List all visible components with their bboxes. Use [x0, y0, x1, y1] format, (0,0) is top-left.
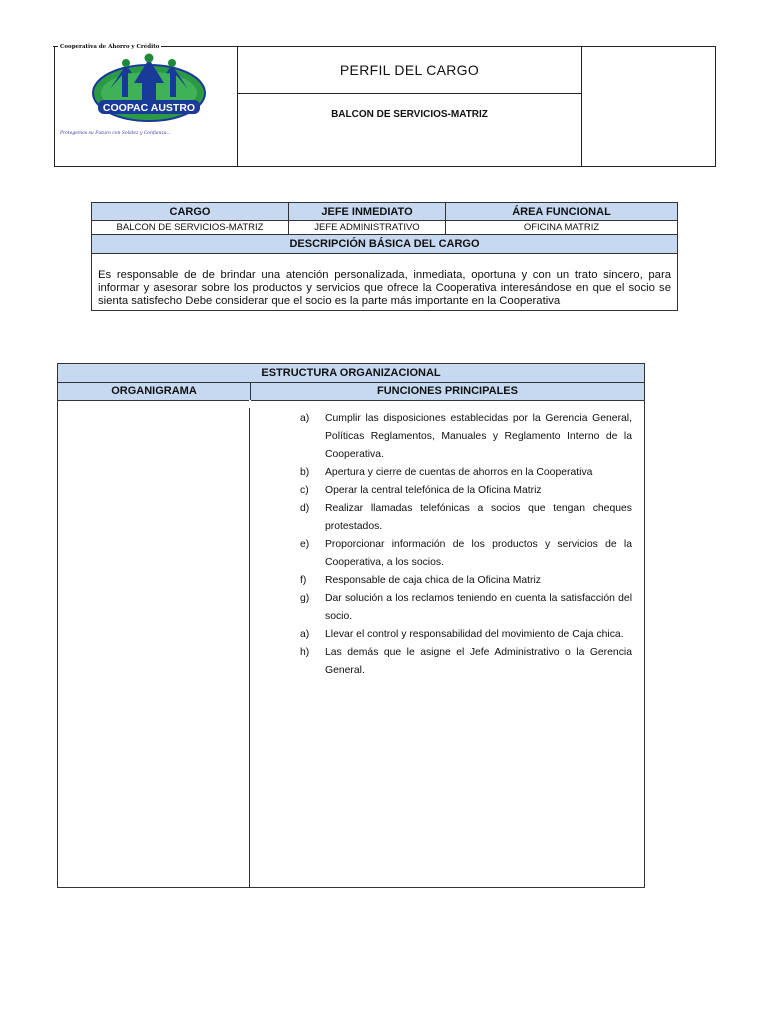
estructura-title: ESTRUCTURA ORGANIZACIONAL — [58, 364, 644, 383]
function-item — [300, 410, 632, 464]
col-area: ÁREA FUNCIONAL — [446, 203, 678, 221]
val-area: OFICINA MATRIZ — [446, 221, 678, 235]
org-top-label: Cooperativa de Ahorro y Crédito — [60, 44, 160, 50]
function-text: Operar la central telefónica de la Oficina Matriz — [325, 485, 542, 496]
function-item — [300, 626, 632, 644]
function-item — [300, 590, 632, 626]
function-text: Responsable de caja chica de la Oficina Matriz — [325, 575, 542, 586]
val-cargo: BALCON DE SERVICIOS-MATRIZ — [92, 221, 289, 235]
col-funciones: FUNCIONES PRINCIPALES — [377, 385, 518, 397]
page-title: PERFIL DEL CARGO — [238, 46, 582, 94]
function-marker: a) — [300, 629, 310, 640]
desc-text: Es responsable de de brindar una atención personalizada, inmediata, oportuna y con un trato sincero, para informar y asesorar sobre los productos y servicios que ofrece la Cooperativa interesándose en que el socio se sienta satisfecho Debe considerar que el socio es la parte más importante en la Cooperativa — [92, 254, 678, 311]
function-text: Proporcionar información de los productos y servicios de la Cooperativa, a los socios. — [325, 539, 632, 568]
col-jefe: JEFE INMEDIATO — [289, 203, 446, 221]
function-item — [300, 644, 632, 680]
header-left-border — [54, 46, 55, 167]
functions-list — [300, 410, 632, 680]
function-item — [300, 500, 632, 536]
function-marker: h) — [300, 647, 310, 658]
cargo-table — [91, 202, 678, 311]
function-marker: e) — [300, 539, 310, 550]
function-marker: a) — [300, 413, 310, 424]
col-cargo: CARGO — [92, 203, 289, 221]
function-marker: c) — [300, 485, 309, 496]
function-item — [300, 572, 632, 590]
desc-header: DESCRIPCIÓN BÁSICA DEL CARGO — [92, 235, 678, 254]
estructura-divider — [249, 400, 250, 888]
function-marker: d) — [300, 503, 310, 514]
function-marker: g) — [300, 593, 310, 604]
tagline: Protegemos su Futuro con Solidez y Confianza... — [60, 131, 171, 136]
function-text: Cumplir las disposiciones establecidas por la Gerencia General, Políticas Reglamentos, Manuales y Reglamento Interno de la Cooperativa. — [325, 413, 632, 460]
function-text: Las demás que le asigne el Jefe Administrativo o la Gerencia General. — [325, 647, 632, 676]
function-item — [300, 464, 632, 482]
logo-name: COOPAC AUSTRO — [102, 102, 196, 114]
function-text: Realizar llamadas telefónicas a socios que tengan cheques protestados. — [325, 503, 632, 532]
col-organigrama: ORGANIGRAMA — [58, 383, 251, 400]
coopac-logo — [88, 53, 210, 125]
divider-gap — [249, 400, 251, 408]
function-text: Apertura y cierre de cuentas de ahorros en la Cooperativa — [325, 467, 593, 478]
function-text: Dar solución a los reclamos teniendo en cuenta la satisfacción del socio. — [325, 593, 632, 622]
page-subtitle: BALCON DE SERVICIOS-MATRIZ — [238, 94, 582, 134]
function-marker: f) — [300, 575, 307, 586]
val-jefe: JEFE ADMINISTRATIVO — [289, 221, 446, 235]
estructura-columns — [58, 383, 644, 400]
function-text: Llevar el control y responsabilidad del movimiento de Caja chica. — [325, 629, 624, 640]
function-marker: b) — [300, 467, 310, 478]
estructura-header — [57, 363, 645, 401]
function-item — [300, 536, 632, 572]
function-item — [300, 482, 632, 500]
